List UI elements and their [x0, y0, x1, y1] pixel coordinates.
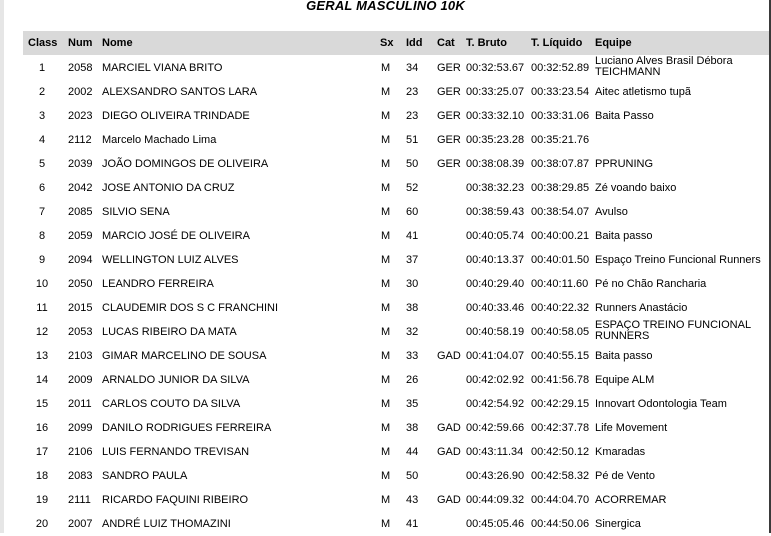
cell-class: 3	[38, 110, 46, 122]
cell-t-bruto: 00:42:02.92	[466, 374, 525, 386]
cell-name: WELLINGTON LUIZ ALVES	[102, 254, 239, 266]
cell-sx: M	[381, 62, 391, 74]
cell-equipe: PPRUNING	[595, 158, 654, 170]
table-row	[0, 416, 771, 440]
cell-t-liquido: 00:38:29.85	[531, 182, 590, 194]
cell-class: 12	[35, 326, 49, 338]
cell-cat: GER	[437, 86, 461, 98]
cell-num: 2009	[68, 374, 93, 386]
cell-equipe: Baita passo	[595, 230, 653, 242]
cell-idd: 41	[406, 518, 419, 530]
cell-class: 5	[38, 158, 46, 170]
cell-num: 2059	[68, 230, 93, 242]
cell-t-bruto: 00:33:25.07	[466, 86, 525, 98]
cell-num: 2015	[68, 302, 93, 314]
cell-equipe: Equipe ALM	[595, 374, 655, 386]
cell-sx: M	[381, 110, 391, 122]
cell-t-liquido: 00:40:00.21	[531, 230, 590, 242]
table-row	[0, 56, 771, 80]
table-row	[0, 200, 771, 224]
header-liquido: T. Líquido	[531, 37, 583, 49]
cell-class: 13	[35, 350, 49, 362]
cell-name: LUIS FERNANDO TREVISAN	[102, 446, 250, 458]
cell-name: ARNALDO JUNIOR DA SILVA	[102, 374, 250, 386]
cell-equipe: Baita Passo	[595, 110, 654, 122]
cell-idd: 38	[406, 302, 419, 314]
cell-sx: M	[381, 470, 391, 482]
cell-t-liquido: 00:33:31.06	[531, 110, 590, 122]
cell-num: 2103	[68, 350, 93, 362]
cell-t-liquido: 00:44:50.06	[531, 518, 590, 530]
cell-t-bruto: 00:45:05.46	[466, 518, 525, 530]
cell-equipe: Kmaradas	[595, 446, 646, 458]
cell-name: SILVIO SENA	[102, 206, 170, 218]
cell-t-bruto: 00:38:08.39	[466, 158, 525, 170]
cell-name: MARCIEL VIANA BRITO	[102, 62, 223, 74]
header-name: Nome	[102, 37, 133, 49]
cell-class: 6	[38, 182, 46, 194]
cell-t-liquido: 00:42:50.12	[531, 446, 590, 458]
cell-t-liquido: 00:42:37.78	[531, 422, 590, 434]
cell-class: 11	[36, 302, 48, 314]
cell-t-bruto: 00:43:26.90	[466, 470, 525, 482]
header-sx: Sx	[380, 37, 394, 49]
cell-t-bruto: 00:42:59.66	[466, 422, 525, 434]
cell-name: JOÃO DOMINGOS DE OLIVEIRA	[102, 158, 269, 170]
cell-name: LEANDRO FERREIRA	[102, 278, 214, 290]
table-row	[0, 224, 771, 248]
cell-name: ANDRÉ LUIZ THOMAZINI	[102, 518, 231, 530]
cell-idd: 44	[406, 446, 419, 458]
cell-sx: M	[381, 374, 391, 386]
cell-sx: M	[381, 278, 391, 290]
cell-equipe: ESPAÇO TREINO FUNCIONAL RUNNERS	[595, 319, 751, 342]
cell-t-liquido: 00:40:58.05	[531, 326, 590, 338]
cell-sx: M	[381, 158, 391, 170]
cell-t-bruto: 00:38:32.23	[466, 182, 525, 194]
cell-t-liquido: 00:38:54.07	[531, 206, 590, 218]
cell-sx: M	[381, 254, 391, 266]
cell-idd: 30	[406, 278, 419, 290]
cell-idd: 43	[406, 494, 419, 506]
cell-equipe: Runners Anastácio	[595, 302, 688, 314]
cell-cat: GAD	[437, 350, 461, 362]
cell-num: 2042	[68, 182, 93, 194]
table-row	[0, 152, 771, 176]
cell-idd: 52	[406, 182, 419, 194]
table-row	[0, 248, 771, 272]
cell-t-liquido: 00:40:11.60	[531, 278, 589, 290]
cell-name: CLAUDEMIR DOS S C FRANCHINI	[102, 302, 279, 314]
header-cat: Cat	[437, 37, 455, 49]
cell-cat: GAD	[437, 422, 461, 434]
cell-name: JOSE ANTONIO DA CRUZ	[102, 182, 235, 194]
table-row	[0, 80, 771, 104]
table-row	[0, 512, 771, 536]
cell-equipe: ACORREMAR	[595, 494, 667, 506]
cell-name: Marcelo Machado Lima	[102, 134, 217, 146]
cell-num: 2007	[68, 518, 93, 530]
cell-class: 16	[35, 422, 49, 434]
cell-idd: 38	[406, 422, 419, 434]
cell-t-bruto: 00:40:33.46	[466, 302, 525, 314]
cell-num: 2112	[68, 134, 92, 146]
cell-t-bruto: 00:40:29.40	[466, 278, 525, 290]
cell-cat: GER	[437, 134, 461, 146]
cell-idd: 23	[406, 86, 419, 98]
cell-class: 10	[35, 278, 49, 290]
table-row	[0, 128, 771, 152]
cell-sx: M	[381, 302, 391, 314]
cell-idd: 35	[406, 398, 419, 410]
cell-sx: M	[381, 230, 391, 242]
header-num: Num	[68, 37, 93, 49]
cell-equipe: Pé no Chão Rancharia	[595, 278, 707, 290]
cell-class: 1	[38, 62, 46, 74]
cell-num: 2083	[68, 470, 93, 482]
cell-name: ALEXSANDRO SANTOS LARA	[102, 86, 258, 98]
header-equipe: Equipe	[595, 37, 632, 49]
table-row	[0, 440, 771, 464]
cell-name: SANDRO PAULA	[102, 470, 188, 482]
cell-num: 2053	[68, 326, 93, 338]
cell-equipe: Pé de Vento	[595, 470, 655, 482]
cell-class: 18	[35, 470, 49, 482]
cell-name: MARCIO JOSÉ DE OLIVEIRA	[102, 230, 250, 242]
cell-t-bruto: 00:41:04.07	[466, 350, 525, 362]
cell-equipe: Aitec atletismo tupã	[595, 86, 691, 98]
header-idd: Idd	[406, 37, 423, 49]
cell-idd: 51	[406, 134, 419, 146]
cell-name: CARLOS COUTO DA SILVA	[102, 398, 241, 410]
cell-t-liquido: 00:42:29.15	[531, 398, 590, 410]
cell-t-liquido: 00:32:52.89	[531, 62, 590, 74]
table-row	[0, 320, 771, 344]
cell-t-bruto: 00:44:09.32	[466, 494, 525, 506]
cell-name: RICARDO FAQUINI RIBEIRO	[102, 494, 249, 506]
cell-t-liquido: 00:41:56.78	[531, 374, 590, 386]
cell-class: 8	[38, 230, 46, 242]
cell-name: DANILO RODRIGUES FERREIRA	[102, 422, 272, 434]
cell-equipe: Espaço Treino Funcional Runners	[595, 254, 761, 266]
cell-class: 9	[38, 254, 46, 266]
cell-t-bruto: 00:35:23.28	[466, 134, 525, 146]
cell-class: 14	[35, 374, 49, 386]
cell-num: 2106	[68, 446, 93, 458]
cell-t-liquido: 00:44:04.70	[531, 494, 590, 506]
cell-cat: GER	[437, 62, 461, 74]
cell-sx: M	[381, 86, 391, 98]
cell-t-liquido: 00:40:22.32	[531, 302, 590, 314]
cell-sx: M	[381, 206, 391, 218]
cell-idd: 33	[406, 350, 419, 362]
cell-idd: 37	[406, 254, 419, 266]
cell-t-bruto: 00:40:05.74	[466, 230, 525, 242]
cell-t-bruto: 00:33:32.10	[466, 110, 525, 122]
cell-sx: M	[381, 326, 391, 338]
cell-idd: 50	[406, 158, 419, 170]
cell-idd: 26	[406, 374, 419, 386]
cell-idd: 32	[406, 326, 419, 338]
cell-t-liquido: 00:40:55.15	[531, 350, 590, 362]
cell-num: 2039	[68, 158, 93, 170]
table-row	[0, 296, 771, 320]
cell-class: 4	[38, 134, 46, 146]
cell-equipe: Innovart Odontologia Team	[595, 398, 727, 410]
cell-idd: 60	[406, 206, 419, 218]
cell-name: LUCAS RIBEIRO DA MATA	[102, 326, 237, 338]
cell-sx: M	[381, 134, 391, 146]
cell-class: 17	[35, 446, 49, 458]
cell-num: 2085	[68, 206, 93, 218]
cell-t-liquido: 00:40:01.50	[531, 254, 590, 266]
cell-cat: GAD	[437, 494, 461, 506]
cell-t-bruto: 00:42:54.92	[466, 398, 525, 410]
cell-num: 2111	[68, 494, 91, 506]
cell-class: 7	[38, 206, 46, 218]
cell-equipe: Luciano Alves Brasil Débora TEICHMANN	[595, 55, 733, 78]
cell-equipe: Baita passo	[595, 350, 653, 362]
cell-name: DIEGO OLIVEIRA TRINDADE	[102, 110, 250, 122]
cell-equipe: Avulso	[595, 206, 628, 218]
cell-equipe: Sinergica	[595, 518, 641, 530]
table-row	[0, 272, 771, 296]
table-row	[0, 344, 771, 368]
cell-sx: M	[381, 494, 391, 506]
cell-name: GIMAR MARCELINO DE SOUSA	[102, 350, 267, 362]
table-row	[0, 176, 771, 200]
cell-t-liquido: 00:35:21.76	[531, 134, 590, 146]
cell-sx: M	[381, 518, 391, 530]
cell-t-bruto: 00:43:11.34	[466, 446, 524, 458]
cell-num: 2050	[68, 278, 93, 290]
cell-sx: M	[381, 446, 391, 458]
cell-t-bruto: 00:38:59.43	[466, 206, 525, 218]
cell-num: 2058	[68, 62, 93, 74]
table-row	[0, 392, 771, 416]
cell-num: 2002	[68, 86, 93, 98]
cell-num: 2094	[68, 254, 93, 266]
table-row	[0, 104, 771, 128]
cell-t-liquido: 00:33:23.54	[531, 86, 590, 98]
cell-idd: 50	[406, 470, 419, 482]
table-row	[0, 464, 771, 488]
cell-num: 2099	[68, 422, 93, 434]
cell-sx: M	[381, 398, 391, 410]
table-row	[0, 488, 771, 512]
header-bruto: T. Bruto	[466, 37, 507, 49]
cell-sx: M	[381, 422, 391, 434]
cell-t-bruto: 00:40:58.19	[466, 326, 525, 338]
cell-cat: GAD	[437, 446, 461, 458]
cell-num: 2011	[68, 398, 92, 410]
cell-cat: GER	[437, 158, 461, 170]
cell-sx: M	[381, 182, 391, 194]
cell-cat: GER	[437, 110, 461, 122]
cell-t-liquido: 00:42:58.32	[531, 470, 590, 482]
cell-idd: 41	[406, 230, 419, 242]
header-class: Class	[28, 37, 58, 49]
cell-idd: 23	[406, 110, 419, 122]
table-row	[0, 368, 771, 392]
cell-equipe: Life Movement	[595, 422, 668, 434]
cell-class: 15	[35, 398, 49, 410]
cell-equipe: Zé voando baixo	[595, 182, 677, 194]
cell-class: 19	[35, 494, 49, 506]
cell-t-bruto: 00:40:13.37	[466, 254, 525, 266]
cell-t-liquido: 00:38:07.87	[531, 158, 590, 170]
cell-idd: 34	[406, 62, 419, 74]
cell-sx: M	[381, 350, 391, 362]
cell-class: 20	[35, 518, 49, 530]
cell-class: 2	[38, 86, 46, 98]
table-header-band	[23, 31, 769, 55]
cell-t-bruto: 00:32:53.67	[466, 62, 525, 74]
page-title: GERAL MASCULINO 10K	[306, 0, 465, 13]
cell-num: 2023	[68, 110, 93, 122]
